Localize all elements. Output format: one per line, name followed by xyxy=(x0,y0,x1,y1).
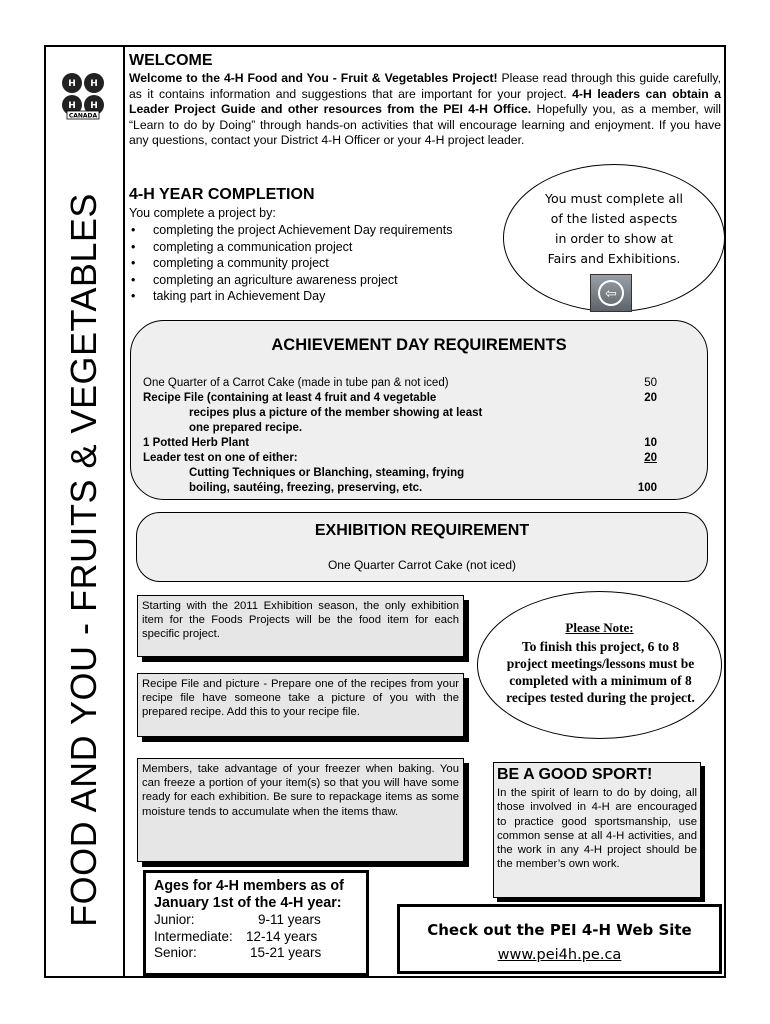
website-box xyxy=(397,904,722,974)
achievement-row-1: One Quarter of a Carrot Cake (made in tube pan & not iced) xyxy=(143,377,449,389)
welcome-text-2: Hopefully you, as a member, will “Learn to do by Doing” through hands-on activities that will encourage learning and enjoyment. If you have any questions, contact your District 4-H Officer or your 4-H project leader. xyxy=(129,102,721,148)
welcome-bold-1: Welcome to the 4-H Food and You - Fruit & Vegetables Project! xyxy=(129,71,498,85)
achievement-row-2c: one prepared recipe. xyxy=(189,422,303,434)
achievement-row-2-value: 20 xyxy=(644,392,657,404)
good-sport-heading: BE A GOOD SPORT! xyxy=(497,766,653,783)
website-title: Check out the PEI 4-H Web Site xyxy=(427,921,692,939)
completion-oval-text xyxy=(504,189,724,269)
welcome-bold-2: 4-H leaders can obtain a Leader Project Guide and other resources from the PEI 4-H Office. xyxy=(129,86,721,117)
list-item: • taking part in Achievement Day xyxy=(129,288,452,305)
vertical-title: FOOD AND YOU - FRUITS & VEGETABLES xyxy=(63,193,104,927)
list-item: • completing a communication project xyxy=(129,239,452,256)
please-note-body: To finish this project, 6 to 8 project meetings/lessons must be completed with a minimum of 8 recipes tested during the project. xyxy=(506,639,695,705)
ages-value: 12-14 years xyxy=(246,928,318,944)
welcome-heading: WELCOME xyxy=(129,52,213,69)
ages-value: 9-11 years xyxy=(258,912,321,927)
ages-label: Junior: xyxy=(154,912,195,927)
oval-line: You must complete all xyxy=(545,191,683,206)
ages-title: Ages for 4-H members as of January 1st of the 4-H year: xyxy=(154,878,344,911)
ages-label: Intermediate: xyxy=(154,928,233,944)
list-item: • completing a community project xyxy=(129,255,452,272)
arrow-left-icon: ⇦ xyxy=(598,280,624,306)
note-box-exhibition: Starting with the 2011 Exhibition season, the only exhibition item for the Foods Projects will be the food item for each specific project. xyxy=(137,595,464,657)
oval-line: of the listed aspects xyxy=(550,211,678,226)
ages-row-junior xyxy=(154,912,358,929)
welcome-text-1: Please read through this guide carefully, as it contains information and suggestions that are important for your project. xyxy=(129,71,721,101)
ages-box xyxy=(143,870,369,976)
list-item: • completing the project Achievement Day requirements xyxy=(129,222,452,239)
oval-line: in order to show at xyxy=(554,231,674,246)
oval-line: Fairs and Exhibitions. xyxy=(547,251,681,266)
achievement-row-3: 1 Potted Herb Plant xyxy=(143,437,250,449)
ages-row-intermediate xyxy=(154,929,358,946)
ages-label: Senior: xyxy=(154,945,197,960)
svg-text:H: H xyxy=(68,101,76,111)
note-box-freezer: Members, take advantage of your freezer when baking. You can freeze a portion of your item(s) so that you will have some ready for each exhibition. Be sure to repackage items as some moisture tends to accumulate when the items thaw. xyxy=(137,758,464,862)
exhibition-item: One Quarter Carrot Cake (not iced) xyxy=(327,558,517,572)
4h-clover-logo xyxy=(57,70,109,122)
achievement-row-4-value: 20 xyxy=(644,452,657,464)
achievement-row-2b: recipes plus a picture of the member showing at least xyxy=(189,407,483,419)
svg-text:H: H xyxy=(68,79,76,89)
website-link[interactable]: www.pei4h.pe.ca xyxy=(497,947,622,963)
note-box-recipe-file: Recipe File and picture - Prepare one of the recipes from your recipe file have someone take a picture of you with the prepared recipe. Add this to your recipe file. xyxy=(137,673,464,737)
achievement-row-1-value: 50 xyxy=(644,377,657,389)
logo-text: CANADA xyxy=(68,112,98,120)
svg-text:H: H xyxy=(90,101,98,111)
ages-row-senior xyxy=(154,945,358,962)
good-sport-body: In the spirit of learn to do by doing, all those involved in 4-H are encouraged to practice good sportsmanship, use common sense at all 4-H activities, and the work in any 4-H project should be the member’s own work. xyxy=(497,787,697,871)
list-item: • completing an agriculture awareness project xyxy=(129,272,452,289)
year-completion-intro: You complete a project by: xyxy=(129,206,276,220)
back-button[interactable] xyxy=(590,274,632,312)
achievement-heading: ACHIEVEMENT DAY REQUIREMENTS xyxy=(271,336,567,354)
please-note-title: Please Note: xyxy=(565,620,634,635)
achievement-row-2: Recipe File (containing at least 4 fruit and 4 vegetable xyxy=(143,392,437,404)
svg-text:H: H xyxy=(90,79,98,89)
year-completion-list xyxy=(129,222,452,305)
achievement-row-4b: Cutting Techniques or Blanching, steaming, frying xyxy=(189,467,465,479)
achievement-row-4c: boiling, sautéing, freezing, preserving, etc. xyxy=(189,482,423,494)
achievement-row-3-value: 10 xyxy=(644,437,657,449)
exhibition-heading: EXHIBITION REQUIREMENT xyxy=(314,522,530,539)
ages-value: 15-21 years xyxy=(250,945,322,960)
year-completion-heading: 4-H YEAR COMPLETION xyxy=(129,186,315,203)
achievement-row-4: Leader test on one of either: xyxy=(143,452,298,464)
welcome-paragraph xyxy=(129,71,721,149)
achievement-total: 100 xyxy=(637,482,657,494)
good-sport-box xyxy=(493,762,701,898)
please-note-oval xyxy=(477,591,722,739)
